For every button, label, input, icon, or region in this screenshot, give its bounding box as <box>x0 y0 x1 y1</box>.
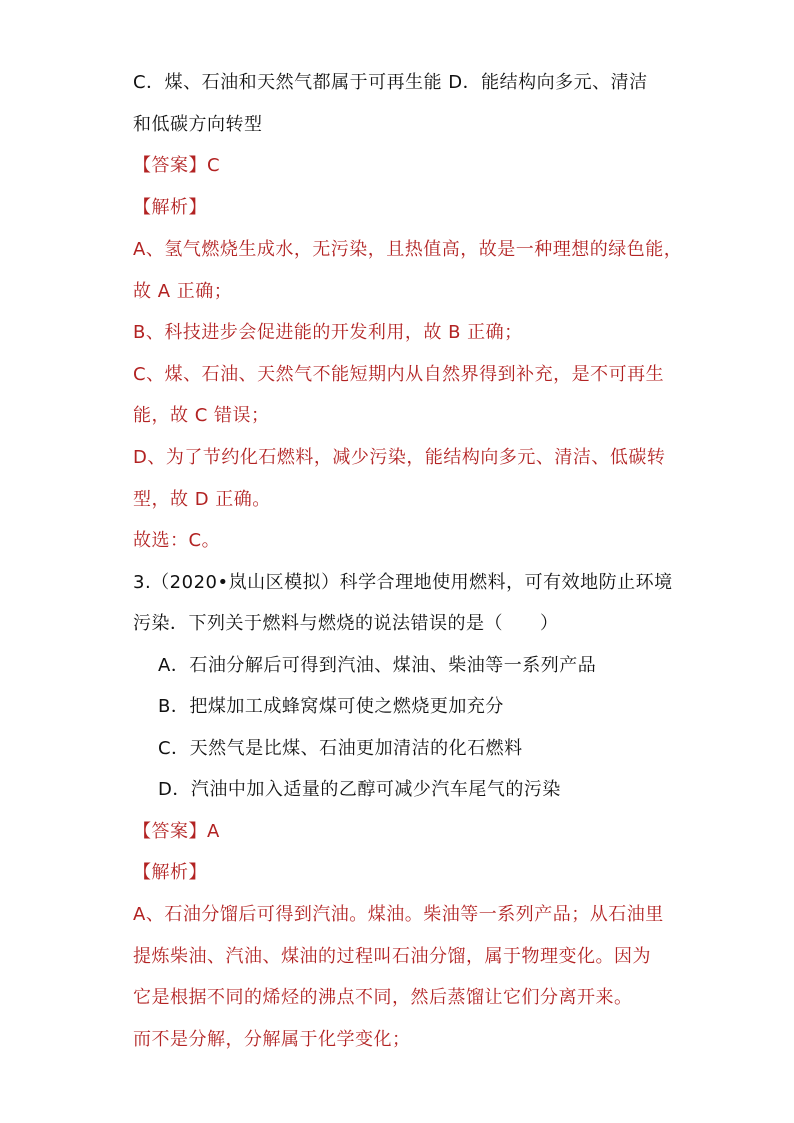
analysis-d-line: D、为了节约化石燃料，减少污染，能结构向多元、清洁、低碳转 <box>133 447 666 468</box>
analysis-heading-2: 【解析】 <box>133 862 207 883</box>
answer-heading: 【答案】C <box>133 155 221 176</box>
option-b: B．把煤加工成蜂窝煤可使之燃烧更加充分 <box>158 696 504 717</box>
analysis-a-continuation: 故 A 正确； <box>133 281 233 302</box>
analysis-a-line: A、氢气燃烧生成水，无污染，且热值高，故是一种理想的绿色能， <box>133 239 683 260</box>
option-d-continuation: 和低碳方向转型 <box>133 114 263 135</box>
answer-heading-2: 【答案】A <box>133 821 220 842</box>
option-a: A．石油分解后可得到汽油、煤油、柴油等一系列产品 <box>158 655 597 676</box>
analysis-2-line-1: A、石油分馏后可得到汽油。煤油。柴油等一系列产品；从石油里 <box>133 904 664 925</box>
analysis-d-continuation: 型，故 D 正确。 <box>133 489 271 510</box>
analysis-heading: 【解析】 <box>133 197 207 218</box>
analysis-2-line-2: 提炼柴油、汽油、煤油的过程叫石油分馏，属于物理变化。因为 <box>133 946 651 967</box>
option-c: C．天然气是比煤、石油更加清洁的化石燃料 <box>158 738 523 759</box>
analysis-b-line: B、科技进步会促进能的开发利用，故 B 正确； <box>133 322 523 343</box>
analysis-c-continuation: 能，故 C 错误； <box>133 405 270 426</box>
option-c-d-line: C．煤、石油和天然气都属于可再生能 D．能结构向多元、清洁 <box>133 72 648 93</box>
question-3-continuation: 污染．下列关于燃料与燃烧的说法错误的是（ ） <box>133 613 559 634</box>
option-d: D．汽油中加入适量的乙醇可减少汽车尾气的污染 <box>158 779 561 800</box>
analysis-c-line: C、煤、石油、天然气不能短期内从自然界得到补充，是不可再生 <box>133 364 665 385</box>
analysis-2-line-3: 它是根据不同的烯烃的沸点不同，然后蒸馏让它们分离开来。 <box>133 987 633 1008</box>
conclusion-line: 故选：C。 <box>133 530 221 551</box>
analysis-2-line-4: 而不是分解，分解属于化学变化； <box>133 1029 411 1050</box>
question-3-line: 3.（2020•岚山区模拟）科学合理地使用燃料，可有效地防止环境 <box>133 572 673 593</box>
